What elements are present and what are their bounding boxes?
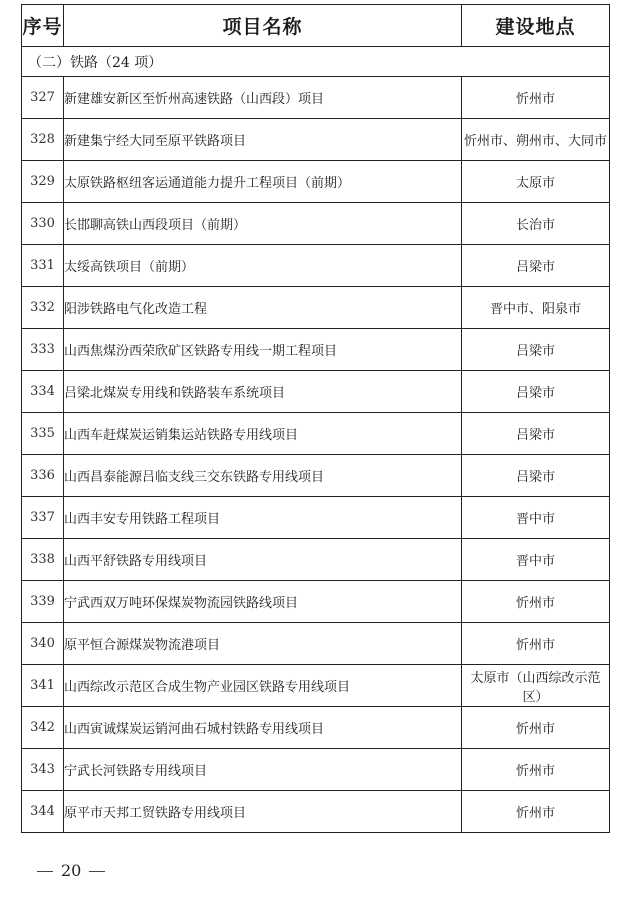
row-number: 335: [22, 413, 64, 455]
row-number: 331: [22, 245, 64, 287]
row-number: 343: [22, 749, 64, 791]
section-title: （二）铁路（24 项）: [22, 47, 610, 77]
table-row: [22, 77, 610, 119]
row-number: 337: [22, 497, 64, 539]
row-number: 341: [22, 665, 64, 707]
row-location: 吕梁市: [462, 413, 610, 455]
table-row: [22, 371, 610, 413]
row-number: 338: [22, 539, 64, 581]
row-project-name: 新建雄安新区至忻州高速铁路（山西段）项目: [64, 77, 462, 119]
table-row: [22, 581, 610, 623]
row-location: 晋中市: [462, 539, 610, 581]
table-row: [22, 707, 610, 749]
row-project-name: 山西焦煤汾西荣欣矿区铁路专用线一期工程项目: [64, 329, 462, 371]
table-header-row: [22, 5, 610, 47]
row-project-name: 山西昌泰能源吕临支线三交东铁路专用线项目: [64, 455, 462, 497]
row-location: 忻州市: [462, 623, 610, 665]
row-project-name: 长邯聊高铁山西段项目（前期）: [64, 203, 462, 245]
header-project-name: 项目名称: [64, 5, 462, 47]
row-number: 339: [22, 581, 64, 623]
row-project-name: 山西寅诚煤炭运销河曲石城村铁路专用线项目: [64, 707, 462, 749]
row-location: 晋中市、阳泉市: [462, 287, 610, 329]
section-row: [22, 47, 610, 77]
table-row: [22, 749, 610, 791]
footer-dash-right: [89, 871, 105, 872]
row-location: 忻州市: [462, 749, 610, 791]
table-row: [22, 245, 610, 287]
row-project-name: 吕梁北煤炭专用线和铁路装车系统项目: [64, 371, 462, 413]
table-row: [22, 329, 610, 371]
page-footer: [29, 861, 113, 880]
table-row: [22, 539, 610, 581]
table-row: [22, 455, 610, 497]
row-project-name: 宁武西双万吨环保煤炭物流园铁路线项目: [64, 581, 462, 623]
project-table: [21, 4, 610, 833]
row-number: 342: [22, 707, 64, 749]
row-project-name: 山西丰安专用铁路工程项目: [64, 497, 462, 539]
row-location: 吕梁市: [462, 455, 610, 497]
row-location: 长治市: [462, 203, 610, 245]
header-location: 建设地点: [462, 5, 610, 47]
row-location: 吕梁市: [462, 245, 610, 287]
row-location: 太原市（山西综改示范区）: [462, 665, 610, 707]
row-number: 329: [22, 161, 64, 203]
row-project-name: 山西车赶煤炭运销集运站铁路专用线项目: [64, 413, 462, 455]
footer-dash-left: [37, 871, 53, 872]
page-number: 20: [61, 861, 82, 880]
table-row: [22, 665, 610, 707]
header-number: 序号: [22, 5, 64, 47]
row-number: 330: [22, 203, 64, 245]
row-project-name: 原平市天邦工贸铁路专用线项目: [64, 791, 462, 833]
row-location: 太原市: [462, 161, 610, 203]
row-location: 忻州市: [462, 791, 610, 833]
row-project-name: 太绥高铁项目（前期）: [64, 245, 462, 287]
table-row: [22, 623, 610, 665]
row-number: 328: [22, 119, 64, 161]
table-row: [22, 413, 610, 455]
row-number: 332: [22, 287, 64, 329]
row-location: 吕梁市: [462, 329, 610, 371]
row-location: 忻州市: [462, 707, 610, 749]
row-project-name: 山西平舒铁路专用线项目: [64, 539, 462, 581]
row-location: 忻州市、朔州市、大同市: [462, 119, 610, 161]
table-row: [22, 161, 610, 203]
table-row: [22, 287, 610, 329]
table-row: [22, 791, 610, 833]
row-project-name: 太原铁路枢纽客运通道能力提升工程项目（前期）: [64, 161, 462, 203]
table-row: [22, 497, 610, 539]
row-project-name: 原平恒合源煤炭物流港项目: [64, 623, 462, 665]
row-number: 336: [22, 455, 64, 497]
row-location: 晋中市: [462, 497, 610, 539]
row-project-name: 阳涉铁路电气化改造工程: [64, 287, 462, 329]
row-number: 334: [22, 371, 64, 413]
row-project-name: 山西综改示范区合成生物产业园区铁路专用线项目: [64, 665, 462, 707]
table-row: [22, 203, 610, 245]
row-project-name: 宁武长河铁路专用线项目: [64, 749, 462, 791]
row-project-name: 新建集宁经大同至原平铁路项目: [64, 119, 462, 161]
row-location: 忻州市: [462, 581, 610, 623]
row-number: 340: [22, 623, 64, 665]
row-location: 吕梁市: [462, 371, 610, 413]
table-row: [22, 119, 610, 161]
row-location: 忻州市: [462, 77, 610, 119]
row-number: 344: [22, 791, 64, 833]
row-number: 327: [22, 77, 64, 119]
row-number: 333: [22, 329, 64, 371]
